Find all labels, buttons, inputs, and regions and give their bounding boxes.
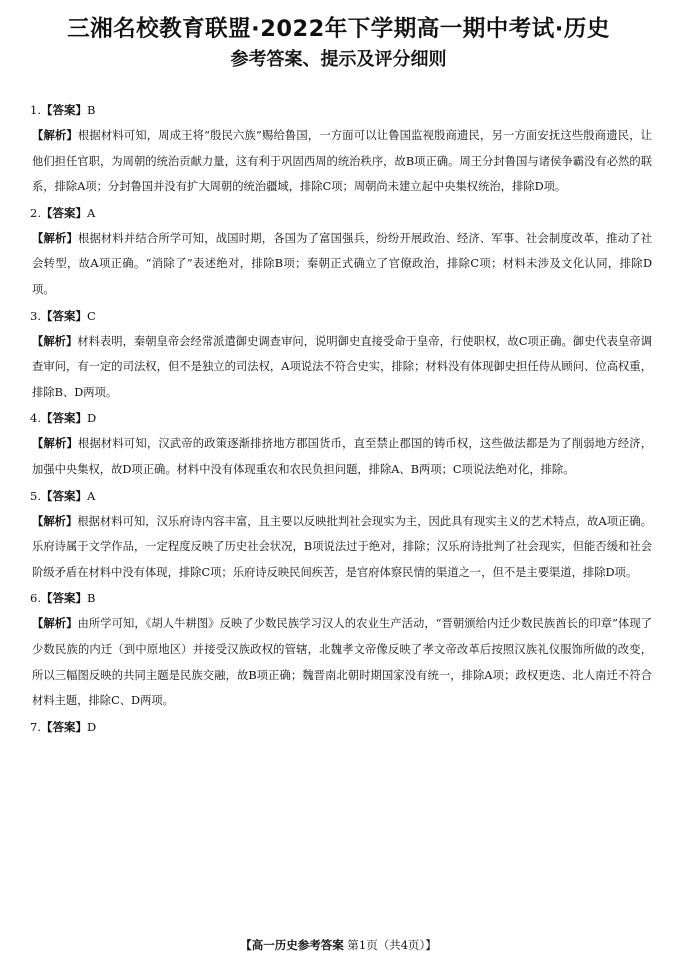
question-number: 7. — [30, 719, 41, 734]
analysis-paragraph — [30, 431, 652, 482]
answer-tag: 【答案】 — [40, 205, 87, 220]
answer-tag: 【答案】 — [40, 308, 87, 323]
analysis-text: 根据材料可知，汉乐府诗内容丰富，且主要以反映批判社会现实为主，因此具有现实主义的艺术特点，故A项正确。乐府诗属于文学作品，一定程度反映了历史社会状况，B项说法过于绝对，排除；汉乐府诗批判了社会现实，但能否缓和社会阶级矛盾在材料中没有体现，排除C项；乐府诗反映民间疾苦，是官府体察民情的渠道之一，但不是主要渠道，排除D项。 — [32, 514, 652, 579]
answer-item-2 — [30, 205, 652, 303]
analysis-tag: 【解析】 — [32, 514, 78, 528]
answer-value: B — [86, 591, 96, 606]
analysis-paragraph — [30, 123, 652, 200]
analysis-text: 材料表明，秦朝皇帝会经常派遣御史调查审问，说明御史直接受命于皇帝，行使职权，故C项正确。御史代表皇帝调查审问，有一定的司法权，但不是独立的司法权，A项说法不符合史实，排除；材料没有体现御史担任侍从顾问、位高权重，排除B、D两项。 — [32, 334, 652, 399]
answer-value: D — [86, 411, 97, 426]
answer-line — [30, 308, 652, 324]
answer-item-1 — [30, 102, 652, 200]
answer-tag: 【答案】 — [40, 488, 87, 503]
answer-tag: 【答案】 — [40, 719, 87, 734]
analysis-text: 根据材料可知，汉武帝的政策逐渐排挤地方郡国货币，直至禁止郡国的铸币权，这些做法都是为了削弱地方经济，加强中央集权，故D项正确。材料中没有体现重农和农民负担问题，排除A、B两项；C项说法绝对化，排除。 — [32, 437, 652, 476]
answer-value: A — [86, 205, 96, 220]
answer-line — [30, 205, 652, 221]
analysis-tag: 【解析】 — [32, 334, 78, 348]
analysis-text: 由所学可知，《胡人牛耕图》反映了少数民族学习汉人的农业生产活动，“晋朝颁给内迁少数民族酋长的印章”体现了少数民族的内迁（到中原地区）并接受汉族政权的管辖，北魏孝文帝像反映了孝文帝改革后按照汉族礼仪服饰所做的改变，所以三幅图反映的共同主题是民族交融，故B项正确；魏晋南北朝时期国家没有统一，排除A项；政权更迭、北人南迁不符合材料主题，排除C、D两项。 — [32, 617, 652, 708]
answer-value: B — [86, 103, 96, 117]
page-title: 三湘名校教育联盟·2022年下学期高一期中考试·历史 — [67, 16, 610, 42]
analysis-tag: 【解析】 — [32, 617, 78, 631]
answer-value: A — [86, 488, 96, 503]
answer-line — [30, 590, 652, 606]
analysis-tag: 【解析】 — [32, 437, 78, 451]
answer-value: D — [86, 719, 97, 734]
question-number: 2. — [30, 205, 41, 220]
question-number: 6. — [30, 591, 41, 606]
answer-list — [30, 102, 652, 740]
answer-line — [30, 488, 652, 504]
footer-page-number: 第1页（共4页）】 — [347, 938, 437, 952]
analysis-tag: 【解析】 — [32, 129, 78, 142]
answer-line — [30, 102, 652, 118]
page-footer — [0, 937, 677, 953]
answer-tag: 【答案】 — [40, 591, 87, 606]
analysis-paragraph — [30, 329, 652, 406]
answer-item-3 — [30, 308, 652, 406]
answer-tag: 【答案】 — [40, 103, 87, 117]
question-number: 5. — [30, 488, 41, 503]
answer-line — [30, 410, 652, 426]
question-number: 4. — [30, 411, 41, 426]
answer-line — [30, 719, 652, 735]
answer-item-6 — [30, 590, 652, 713]
analysis-paragraph — [30, 226, 652, 303]
page-subtitle: 参考答案、提示及评分细则 — [230, 49, 447, 70]
question-number: 1. — [30, 103, 41, 117]
analysis-paragraph — [30, 611, 652, 713]
answer-item-4 — [30, 410, 652, 482]
analysis-paragraph — [30, 509, 652, 586]
analysis-tag: 【解析】 — [32, 231, 78, 245]
analysis-text: 根据材料并结合所学可知，战国时期，各国为了富国强兵，纷纷开展政治、经济、军事、社会制度改革，推动了社会转型，故A项正确。“消除了”表述绝对，排除B项；秦朝正式确立了官僚政治，排除C项；材料未涉及文化认同，排除D项。 — [32, 231, 652, 296]
answer-item-7 — [30, 719, 652, 735]
answer-value: C — [86, 308, 96, 323]
answer-item-5 — [30, 488, 652, 586]
answer-tag: 【答案】 — [40, 411, 87, 426]
question-number: 3. — [30, 308, 41, 323]
analysis-text: 根据材料可知，周成王将“殷民六族”赐给鲁国，一方面可以让鲁国监视殷商遗民，另一方面安抚这些殷商遗民，让他们担任官职，为周朝的统治贡献力量，这有利于巩固西周的统治秩序，故B项正确。周王分封鲁国与诸侯争霸没有必然的联系，排除A项；分封鲁国并没有扩大周朝的统治疆域，排除C项；周朝尚未建立起中央集权统治，排除D项。 — [32, 129, 652, 194]
footer-title: 【高一历史参考答案 — [240, 938, 344, 952]
